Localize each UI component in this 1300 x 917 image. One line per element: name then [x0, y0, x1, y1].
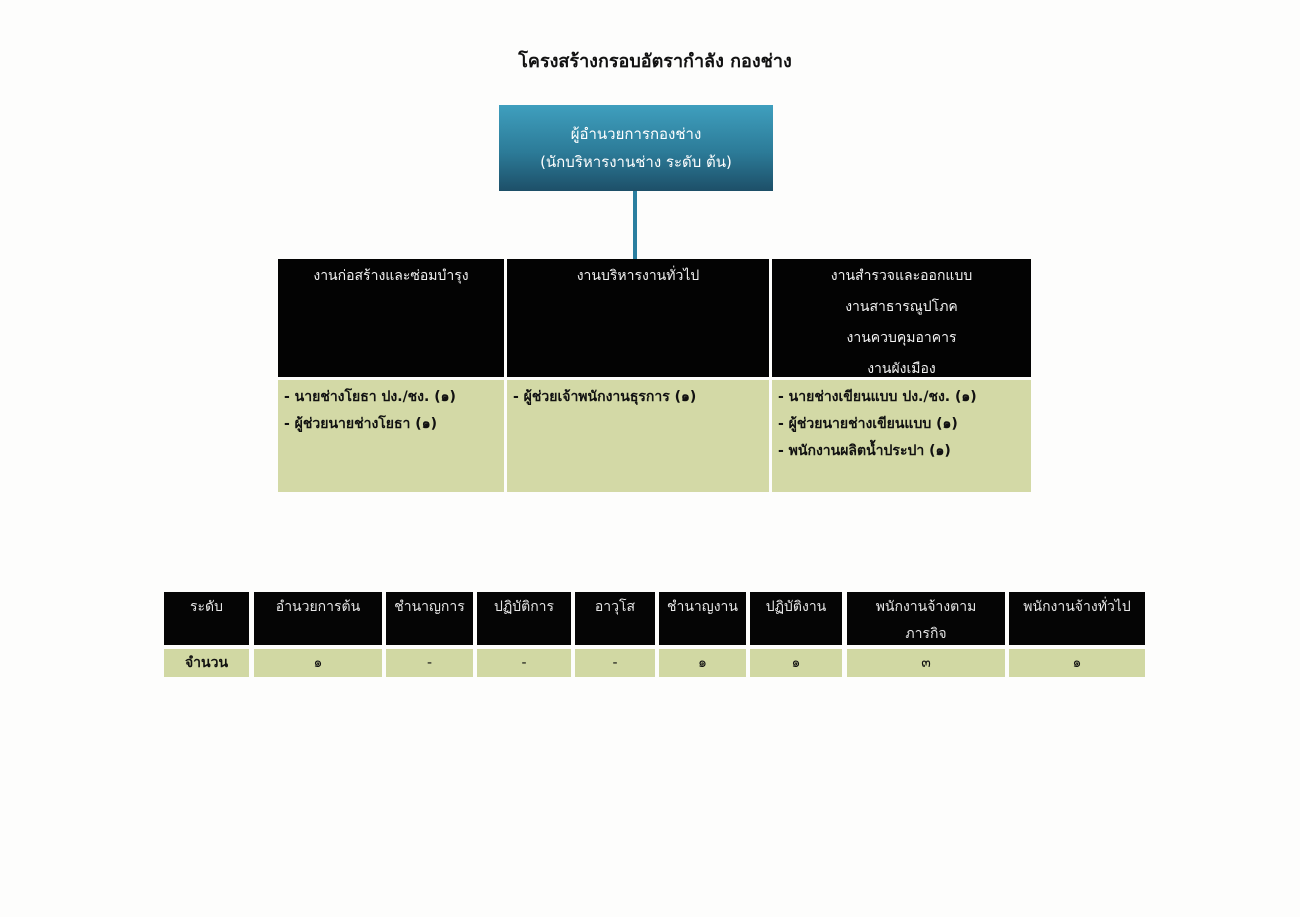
dept-admin-staff — [507, 380, 769, 492]
dept-name: งานสาธารณูปโภค — [845, 299, 958, 315]
staff-item: - นายช่างเขียนแบบ ปง./ชง. (๑) — [778, 389, 977, 405]
table-header-label: ระดับ — [189, 599, 224, 615]
director-box — [499, 105, 773, 191]
level-name: ปฏิบัติงาน — [765, 599, 827, 615]
table-count-value: ๑ — [1009, 649, 1145, 677]
dept-survey-staff — [772, 380, 1031, 492]
staff-item: - ผู้ช่วยนายช่างเขียนแบบ (๑) — [778, 416, 958, 432]
dept-survey-header — [772, 259, 1031, 377]
dept-construction-staff — [278, 380, 504, 492]
page-title: โครงสร้างกรอบอัตรากำลัง กองช่าง — [518, 51, 792, 72]
table-count-value: ๑ — [254, 649, 382, 677]
dept-name: งานบริหารงานทั่วไป — [576, 268, 700, 284]
table-header-cell — [254, 592, 382, 645]
table-header-cell — [1009, 592, 1145, 645]
director-level: (นักบริหารงานช่าง ระดับ ต้น) — [540, 153, 732, 171]
table-count-value: - — [386, 649, 473, 677]
table-header-cell — [477, 592, 571, 645]
table-header-cell — [750, 592, 842, 645]
level-name: พนักงานจ้างทั่วไป — [1023, 599, 1131, 615]
table-count-value: ๑ — [750, 649, 842, 677]
dept-name: งานควบคุมอาคาร — [846, 330, 957, 346]
level-name: ปฏิบัติการ — [493, 599, 555, 615]
level-name: ชำนาญการ — [394, 599, 465, 615]
level-name: อาวุโส — [594, 599, 636, 615]
table-header-cell — [659, 592, 746, 645]
level-name: อำนวยการต้น — [275, 599, 361, 615]
dept-admin-header — [507, 259, 769, 377]
table-count-value: ๑ — [659, 649, 746, 677]
staff-item: - พนักงานผลิตน้ำประปา (๑) — [778, 443, 951, 459]
dept-name: งานผังเมือง — [867, 361, 936, 377]
table-header-level — [164, 592, 249, 645]
director-title: ผู้อำนวยการกองช่าง — [570, 125, 702, 143]
table-header-cell — [386, 592, 473, 645]
level-name: พนักงานจ้างตาม — [875, 599, 977, 615]
table-header-cell — [575, 592, 655, 645]
table-count-value: ๓ — [847, 649, 1005, 677]
dept-name: งานสำรวจและออกแบบ — [830, 268, 973, 284]
staff-item: - นายช่างโยธา ปง./ชง. (๑) — [284, 389, 456, 405]
table-count-value: - — [477, 649, 571, 677]
table-header-cell — [847, 592, 1005, 645]
dept-construction-header — [278, 259, 504, 377]
dept-name: งานก่อสร้างและซ่อมบำรุง — [313, 268, 469, 284]
table-count-label: จำนวน — [164, 649, 249, 677]
level-name: ภารกิจ — [905, 626, 947, 642]
staff-item: - ผู้ช่วยเจ้าพนักงานธุรการ (๑) — [513, 389, 697, 405]
staff-item: - ผู้ช่วยนายช่างโยธา (๑) — [284, 416, 437, 432]
org-connector-line — [633, 191, 637, 259]
table-count-value: - — [575, 649, 655, 677]
level-name: ชำนาญงาน — [667, 599, 738, 615]
